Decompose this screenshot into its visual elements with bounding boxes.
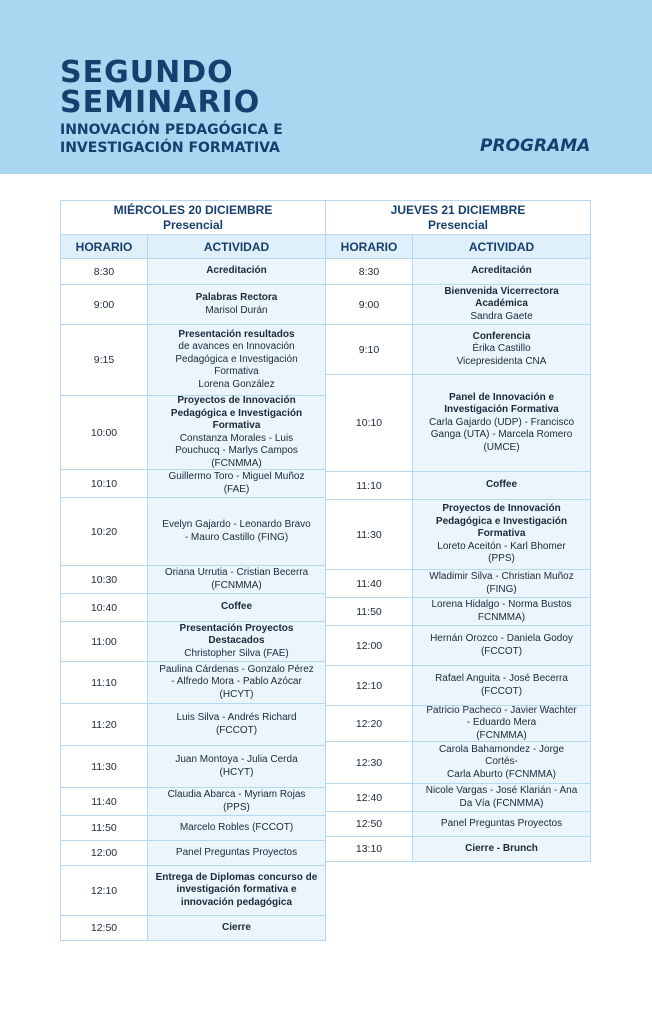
- activity-title: Cierre: [222, 921, 251, 933]
- row-activity: [148, 788, 325, 815]
- activity-detail-line: Rafael Anguita - José Becerra: [435, 673, 568, 684]
- activity-detail-line: (UMCE): [483, 441, 520, 453]
- row-time: 10:40: [61, 594, 148, 621]
- schedule-row: [60, 259, 326, 285]
- row-time: 9:10: [326, 325, 413, 374]
- activity-detail-line: Paulina Cárdenas - Gonzalo Pérez: [159, 663, 314, 675]
- schedule-row: [60, 470, 326, 498]
- activity-detail-line: Vicepresidenta CNA: [456, 355, 547, 367]
- schedule-row: [325, 706, 591, 742]
- row-time: 12:10: [326, 666, 413, 705]
- activity-detail-line: Pedagógica e Investigación: [175, 353, 298, 365]
- activity-detail-line: de avances en Innovación: [178, 341, 295, 353]
- activity-detail-line: Panel Preguntas Proyectos: [175, 846, 298, 858]
- activity-title: Acreditación: [206, 265, 267, 277]
- activity-detail-line: FCNMMA): [477, 611, 526, 623]
- row-time: 12:00: [61, 841, 148, 865]
- schedule-row: [325, 285, 591, 325]
- activity-title: Presentación resultados: [178, 328, 295, 340]
- row-time: 12:20: [326, 706, 413, 741]
- schedule-rows: [325, 259, 591, 862]
- activity-title: Palabras Rectora: [195, 292, 278, 303]
- col-header-activity: ACTIVIDAD: [203, 239, 270, 254]
- title-line-2: SEMINARIO: [60, 85, 261, 120]
- activity-title: Panel de Innovación e Investigación Formativa: [444, 391, 559, 416]
- row-activity: [148, 594, 325, 621]
- col-header-activity: ACTIVIDAD: [468, 239, 535, 254]
- col-header-time: HORARIO: [326, 235, 413, 258]
- activity-detail-line: Carla Gajardo (UDP) - Francisco: [428, 416, 575, 428]
- activity-detail-line: Juan Montoya - Julia Cerda: [175, 754, 298, 765]
- activity-title: Cierre - Brunch: [465, 842, 538, 854]
- row-time: 11:10: [326, 472, 413, 499]
- activity-detail-line: (HCYT): [219, 766, 254, 778]
- day-header: [325, 200, 591, 235]
- row-time: 10:10: [61, 470, 148, 497]
- activity-detail-line: Cortés-: [485, 756, 518, 768]
- row-activity: [148, 470, 325, 497]
- schedule-row: [60, 498, 326, 566]
- day-header: [60, 200, 326, 235]
- schedule-row: [60, 704, 326, 746]
- row-activity: [413, 812, 590, 836]
- row-time: 12:30: [326, 742, 413, 783]
- day-date: JUEVES 21 DICIEMBRE: [390, 203, 526, 217]
- column-headers: [60, 235, 326, 259]
- row-activity: [148, 566, 325, 593]
- activity-detail-line: (FING): [486, 583, 517, 595]
- activity-detail-line: (FCNMMA): [476, 729, 527, 741]
- row-time: 11:20: [61, 704, 148, 745]
- row-activity: [148, 816, 325, 840]
- activity-detail-line: Carola Bahamondez - Jorge: [438, 743, 565, 755]
- activity-detail-line: Formativa: [214, 366, 259, 378]
- row-time: 12:10: [61, 866, 148, 915]
- activity-detail-line: Da Vía (FCNMMA): [459, 797, 544, 809]
- activity-title: Coffee: [220, 601, 253, 613]
- row-time: 11:40: [326, 570, 413, 597]
- activity-detail-line: (FCCOT): [480, 645, 523, 657]
- activity-detail-line: Wladimir Silva - Christian Muñoz: [429, 571, 574, 582]
- row-time: 11:40: [61, 788, 148, 815]
- row-time: 11:50: [61, 816, 148, 840]
- activity-detail-line: (HCYT): [219, 688, 254, 700]
- row-activity: [413, 742, 590, 783]
- schedule-rows: [60, 259, 326, 941]
- activity-detail-line: Constanza Morales - Luis: [179, 432, 294, 444]
- activity-detail-line: Sandra Gaete: [470, 310, 533, 322]
- row-activity: [148, 746, 325, 787]
- row-time: 12:50: [326, 812, 413, 836]
- row-activity: [148, 704, 325, 745]
- activity-detail-line: Panel Preguntas Proyectos: [440, 817, 563, 829]
- schedule-row: [60, 285, 326, 325]
- row-activity: [413, 285, 590, 324]
- row-activity: [413, 375, 590, 471]
- row-activity: [148, 285, 325, 324]
- row-time: 9:00: [326, 285, 413, 324]
- schedule-row: [325, 626, 591, 666]
- schedule-row: [60, 622, 326, 662]
- row-time: 11:50: [326, 598, 413, 625]
- activity-detail-line: Claudia Abarca - Myriam Rojas: [167, 789, 306, 800]
- activity-detail-line: Marisol Durán: [205, 304, 268, 316]
- schedule-row: [325, 666, 591, 706]
- activity-title: Conferencia: [472, 330, 531, 342]
- activity-title: Presentación Proyectos Destacados: [179, 622, 294, 647]
- row-time: 9:00: [61, 285, 148, 324]
- activity-title: Proyectos de Innovación Pedagógica e Investigación Formativa: [435, 503, 568, 540]
- row-time: 13:10: [326, 837, 413, 861]
- row-activity: [413, 500, 590, 569]
- day-date: MIÉRCOLES 20 DICIEMBRE: [113, 203, 273, 217]
- row-time: 10:30: [61, 566, 148, 593]
- subtitle-line-2: INVESTIGACIÓN FORMATIVA: [60, 140, 280, 156]
- row-activity: [413, 598, 590, 625]
- activity-title: Coffee: [485, 479, 518, 491]
- schedule-row: [325, 325, 591, 375]
- activity-detail-line: Ganga (UTA) - Marcela Romero: [430, 429, 573, 441]
- schedule-row: [60, 866, 326, 916]
- row-time: 10:10: [326, 375, 413, 471]
- row-time: 12:50: [61, 916, 148, 940]
- row-activity: [413, 666, 590, 705]
- schedule-table-wednesday: [60, 200, 326, 941]
- row-activity: [148, 259, 325, 284]
- activity-detail-line: Guillermo Toro - Miguel Muñoz: [168, 471, 305, 482]
- activity-detail-line: (FCNMMA): [211, 579, 262, 591]
- row-time: 12:00: [326, 626, 413, 665]
- activity-detail-line: Carla Aburto (FCNMMA): [447, 768, 556, 780]
- activity-detail-line: - Eduardo Mera: [466, 717, 537, 729]
- activity-detail-line: Lorena Hidalgo - Norma Bustos: [431, 599, 572, 610]
- row-time: 11:30: [326, 500, 413, 569]
- activity-detail-line: Oriana Urrutia - Cristian Becerra: [164, 567, 309, 578]
- schedule-row: [60, 594, 326, 622]
- schedule-row: [60, 916, 326, 941]
- day-mode: Presencial: [162, 218, 224, 232]
- row-activity: [413, 706, 590, 741]
- activity-detail-line: Nicole Vargas - José Klarián - Ana: [425, 785, 578, 796]
- row-activity: [413, 325, 590, 374]
- schedule-row: [60, 788, 326, 816]
- title-line-1: SEGUNDO: [60, 55, 234, 90]
- activity-detail-line: Luis Silva - Andrés Richard: [176, 712, 297, 723]
- schedule-row: [325, 742, 591, 784]
- activity-detail-line: Loreto Aceitón - Karl Bhomer: [437, 540, 566, 552]
- schedule-row: [325, 598, 591, 626]
- activity-detail-line: Lorena González: [198, 378, 275, 390]
- schedule-row: [60, 746, 326, 788]
- schedule-row: [325, 837, 591, 862]
- row-activity: [413, 259, 590, 284]
- activity-detail-line: (PPS): [223, 801, 250, 813]
- activity-detail-line: Hernán Orozco - Daniela Godoy: [430, 633, 573, 644]
- schedule-row: [60, 325, 326, 396]
- row-activity: [148, 325, 325, 395]
- row-time: 12:40: [326, 784, 413, 811]
- column-headers: [325, 235, 591, 259]
- activity-detail-line: (FCCOT): [480, 685, 523, 697]
- row-time: 11:30: [61, 746, 148, 787]
- row-activity: [413, 626, 590, 665]
- row-time: 11:00: [61, 622, 148, 661]
- header-banner: [0, 0, 652, 174]
- row-time: 10:00: [61, 396, 148, 469]
- row-time: 9:15: [61, 325, 148, 395]
- schedule-row: [325, 259, 591, 285]
- activity-title: Proyectos de Innovación Pedagógica e Investigación Formativa: [170, 395, 303, 431]
- row-activity: [413, 570, 590, 597]
- activity-detail-line: Pouchucq - Marlys Campos: [175, 445, 298, 456]
- schedule-row: [60, 662, 326, 704]
- activity-detail-line: Marcelo Robles (FCCOT): [179, 821, 294, 833]
- activity-detail-line: (PPS): [488, 553, 515, 565]
- activity-title: Bienvenida Vicerrectora Académica: [444, 285, 559, 310]
- schedule-row: [325, 784, 591, 812]
- schedule-table-thursday: [325, 200, 591, 862]
- row-time: 11:10: [61, 662, 148, 703]
- row-activity: [148, 916, 325, 940]
- subtitle-line-1: INNOVACIÓN PEDAGÓGICA E: [60, 122, 283, 138]
- activity-detail-line: (FCCOT): [215, 724, 258, 736]
- activity-detail-line: Evelyn Gajardo - Leonardo Bravo: [162, 519, 311, 530]
- activity-detail-line: (FCNMMA): [211, 457, 262, 469]
- activity-detail-line: Christopher Silva (FAE): [184, 647, 289, 659]
- activity-detail-line: - Alfredo Mora - Pablo Azócar: [171, 676, 302, 688]
- activity-title: Acreditación: [471, 265, 532, 277]
- row-time: 8:30: [61, 259, 148, 284]
- day-mode: Presencial: [427, 218, 489, 232]
- schedule-row: [325, 375, 591, 472]
- schedule-row: [60, 566, 326, 594]
- row-activity: [413, 784, 590, 811]
- row-activity: [148, 841, 325, 865]
- row-time: 8:30: [326, 259, 413, 284]
- row-activity: [148, 622, 325, 661]
- col-header-time: HORARIO: [61, 235, 148, 258]
- schedule-row: [325, 812, 591, 837]
- activity-title: Entrega de Diplomas concurso de investigación formativa e innovación pedagógica: [155, 871, 318, 908]
- schedule-row: [60, 841, 326, 866]
- activity-detail-line: (FAE): [223, 483, 250, 495]
- schedule-row: [60, 396, 326, 470]
- row-activity: [148, 396, 325, 469]
- activity-detail-line: Patricio Pacheco - Javier Wachter: [426, 704, 577, 716]
- row-time: 10:20: [61, 498, 148, 565]
- activity-detail-line: Érika Castillo: [472, 343, 531, 355]
- schedule-row: [325, 472, 591, 500]
- row-activity: [148, 866, 325, 915]
- row-activity: [413, 837, 590, 861]
- activity-detail-line: - Mauro Castillo (FING): [184, 531, 289, 543]
- row-activity: [148, 498, 325, 565]
- row-activity: [413, 472, 590, 499]
- programa-label: PROGRAMA: [480, 136, 591, 156]
- schedule-row: [60, 816, 326, 841]
- schedule-row: [325, 500, 591, 570]
- row-activity: [148, 662, 325, 703]
- schedule-row: [325, 570, 591, 598]
